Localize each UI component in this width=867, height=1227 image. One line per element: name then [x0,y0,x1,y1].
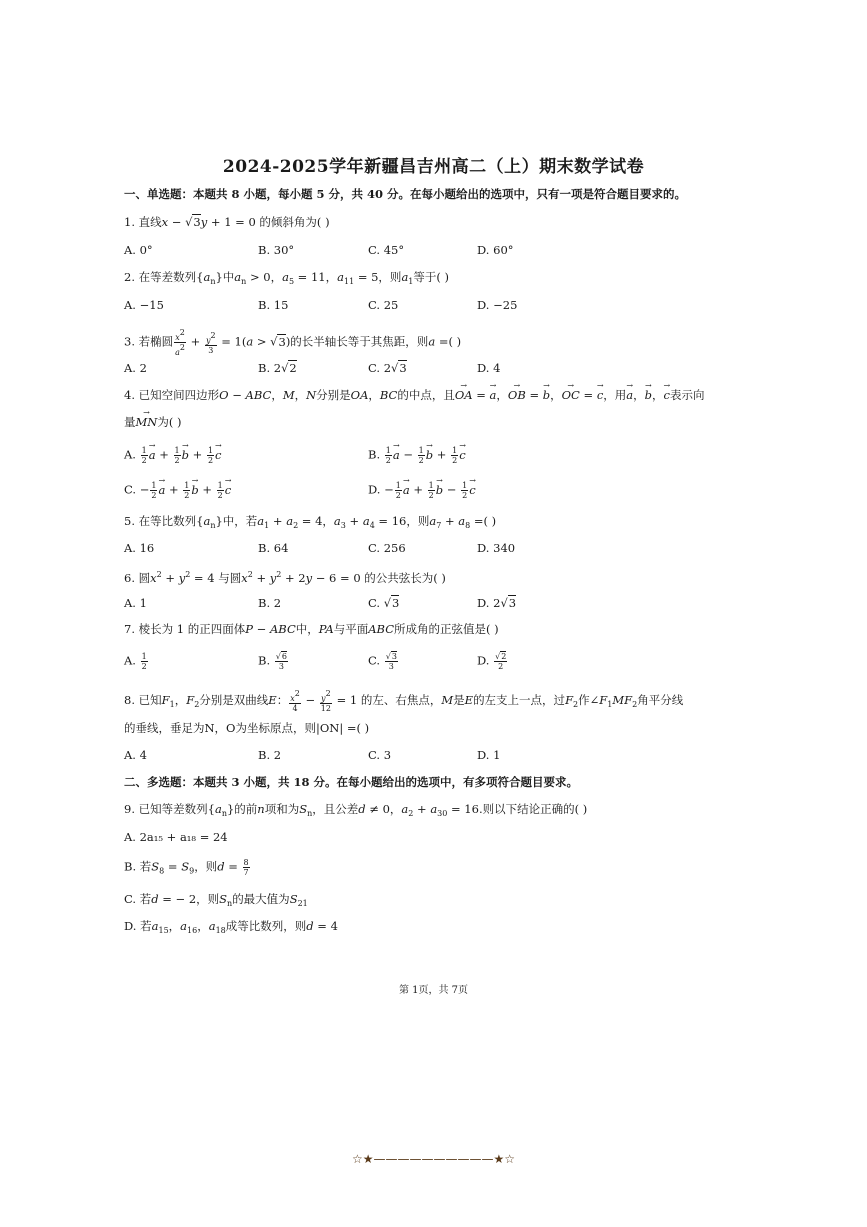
question-5: 5. 在等比数列$\{a_n\}$中，若$a_1 + a_2 = 4$，$a_3 + a_4 = 16$，则$a_7 + a_8$ =( ) [124,514,497,530]
q3-option-a: A. 2 [124,361,147,375]
q1-option-c: C. 45° [368,243,405,257]
q2-option-d: D. −25 [477,298,518,312]
q1-option-d: D. 60° [477,243,514,257]
q5-option-a: A. 16 [124,541,155,555]
q9-option-b: B. 若$S_8 = S_9$，则d = $\frac{8}{7}$ [124,858,249,877]
q4-option-d: D. − $\frac{1}{2}$ → a + $\frac{1}{2}$ → b − $\frac{1}{2}$ → c [368,481,476,500]
q8-option-d: D. 1 [477,748,501,762]
q4-option-c: C. − $\frac{1}{2}$ → a + $\frac{1}{2}$ → b + $\frac{1}{2}$ → c [124,481,231,500]
q5-option-c: C. 256 [368,541,406,555]
q3-option-b: B. 2√2 [258,361,297,375]
question-4-line-1: 4. 已知空间四边形O − ABC，M，N分别是OA，BC的中点，且→ OA = → a，→ OB = → b，→ OC = → c，用→ a，→ b，→ c表示向 [124,387,704,403]
q7-option-c: C. $\frac{√3}{3}$ [368,652,397,671]
q6-option-a: A. 1 [124,596,147,610]
section-single-choice-header: 一、单选题：本题共 8 小题，每小题 5 分，共 40 分。在每小题给出的选项中，只有一项是符合题目要求的。 [124,187,687,201]
q7-option-b: B. $\frac{√6}{3}$ [258,652,287,671]
question-3: 3. 若椭圆 $\frac{x^2}{a^2}$ + $\frac{y^2}{3}$ = 1(a > √3)的长半轴长等于其焦距，则a =( ) [124,328,462,357]
q7-option-d: D. $\frac{√2}{2}$ [477,652,507,671]
q8-option-c: C. 3 [368,748,392,762]
q8-option-a: A. 4 [124,748,147,762]
q2-option-a: A. −15 [124,298,164,312]
question-6: 6. 圆$x^2 + y^2 = 4$ 与圆$x^2 + y^2 + 2y - 6 = 0$ 的公共弦长为( ) [124,570,446,585]
page-footer: 第 1页，共 7页 [398,985,469,996]
q3-option-c: C. 2√3 [368,361,407,375]
q1-option-b: B. 30° [258,243,295,257]
q3-option-d: D. 4 [477,361,501,375]
q8-option-b: B. 2 [258,748,282,762]
q4-option-a: A. $\frac{1}{2}$ → a + $\frac{1}{2}$ → b + $\frac{1}{2}$ → c [124,446,222,465]
question-2: 2. 在等差数列$\{a_n\}$中$a_n > 0$，$a_5 = 11$，$a_{11} = 5$，则$a_1$等于( ) [124,270,450,286]
q4-option-b: B. $\frac{1}{2}$ → a − $\frac{1}{2}$ → b + $\frac{1}{2}$ → c [368,446,466,465]
question-4-line-2: 量→ MN为( ) [124,414,181,430]
q6-option-b: B. 2 [258,596,282,610]
q7-option-a: A. $\frac{1}{2}$ [124,652,147,671]
question-7: 7. 棱长为 1 的正四面体P − ABC中，PA与平面ABC所成角的正弦值是( ) [124,622,499,636]
question-8-line-2: 的垂线，垂足为N，O为坐标原点，则|ON| =( ) [124,721,370,735]
q5-option-b: B. 64 [258,541,289,555]
question-8-line-1: 8. 已知$F_1$，$F_2$分别是双曲线E： $\frac{x^2}{4}$ − $\frac{y^2}{12}$ = 1 的左、右焦点，M是E的左支上一点，过$F_2$作$\angle F_1MF_2$角平分线 [124,689,684,713]
page-title: 2024-2025学年新疆昌吉州高二（上）期末数学试卷 [222,157,645,177]
question-9: 9. 已知等差数列$\{a_n\}$的前n项和为$S_n$，且公差d ≠ 0，$a_2 + a_{30} = 16$.则以下结论正确的( ) [124,802,588,818]
q9-option-c: C. 若d = − 2，则$S_n$的最大值为$S_{21}$ [124,892,308,908]
q2-option-b: B. 15 [258,298,289,312]
section-multiple-choice-header: 二、多选题：本题共 3 小题，共 18 分。在每小题给出的选项中，有多项符合题目要求。 [124,775,579,789]
decorative-stars-divider: ☆★——————————★☆ [351,1152,516,1166]
q5-option-d: D. 340 [477,541,516,555]
q6-option-c: C. √3 [368,596,400,610]
q6-option-d: D. 2√3 [477,596,517,610]
q1-option-a: A. 0° [124,243,153,257]
q2-option-c: C. 25 [368,298,399,312]
q9-option-a: A. 2a₁₅ + a₁₈ = 24 [124,830,228,844]
q9-option-d: D. 若$a_{15}$，$a_{16}$，$a_{18}$成等比数列，则d = 4 [124,919,338,935]
question-1: 1. 直线x − √3y + 1 = 0 的倾斜角为( ) [124,215,330,229]
